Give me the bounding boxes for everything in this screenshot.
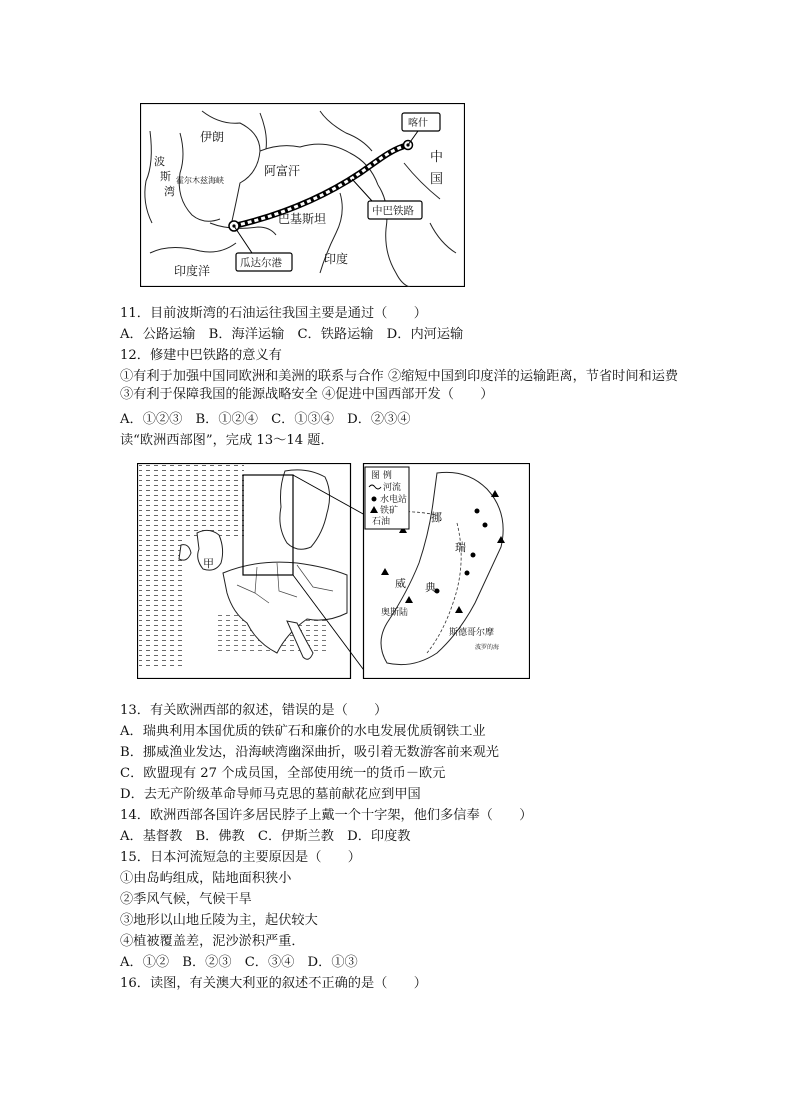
q14-stem: 14．欧洲西部各国许多居民脖子上戴一个十字架，他们多信奉（ ） — [120, 808, 533, 823]
label-pakistan: 巴基斯坦 — [278, 212, 327, 226]
q15-statement-2: ②季风气候，气候干旱 — [120, 892, 252, 907]
legend-hydro: 水电站 — [380, 495, 408, 505]
legend-river: 河流 — [383, 483, 402, 493]
label-gulf-3: 湾 — [164, 185, 175, 198]
china-pakistan-railway-map — [140, 103, 465, 287]
legend-iron: 铁矿 — [380, 506, 399, 516]
label-gulf-1: 波 — [154, 155, 165, 168]
q11-options: A．公路运输 B．海洋运输 C．铁路运输 D．内河运输 — [120, 327, 464, 342]
q16-stem: 16．读图，有关澳大利亚的叙述不正确的是（ ） — [120, 976, 427, 991]
q13-option-d: D．去无产阶级革命导师马克思的墓前献花应到甲国 — [120, 787, 421, 802]
q11-stem: 11．目前波斯湾的石油运往我国主要是通过（ ） — [120, 306, 427, 321]
q12-statements: ①有利于加强中国同欧洲和美洲的联系与合作 ②缩短中国到印度洋的运输距离，节省时间和运费 ③有利于保障我国的能源战略安全 ④促进中国西部开发（ ） — [120, 369, 679, 402]
q13-option-c: C．欧盟现有 27 个成员国，全部使用统一的货币－欧元 — [120, 766, 446, 781]
q15-options: A．①② B．②③ C．③④ D．①③ — [120, 955, 358, 970]
label-railway: 中巴铁路 — [372, 205, 414, 217]
q13-option-a: A．瑞典利用本国优质的铁矿石和廉价的水电发展优质钢铁工业 — [120, 724, 486, 739]
legend-title: 图 例 — [371, 471, 392, 481]
label-china-2: 国 — [430, 172, 444, 187]
q14-options: A．基督教 B．佛教 C．伊斯兰教 D．印度教 — [120, 829, 411, 844]
label-sweden-1: 瑞 — [455, 541, 466, 554]
label-indian-ocean: 印度洋 — [174, 264, 211, 278]
q13-option-b: B．挪威渔业发达，沿海峡湾幽深曲折，吸引着无数游客前来观光 — [120, 745, 499, 760]
label-iran: 伊朗 — [200, 130, 225, 144]
label-gwadar: 瓜达尔港 — [240, 257, 282, 269]
label-oslo: 奥斯陆 — [381, 608, 409, 618]
legend-oil: 石油 — [372, 517, 391, 527]
q12-options: A．①②③ B．①②④ C．①③④ D．②③④ — [120, 412, 411, 427]
label-kashgar: 喀什 — [408, 118, 428, 129]
label-gulf-2: 斯 — [160, 170, 171, 183]
label-norway-1: 挪 — [431, 511, 442, 524]
q15-statement-1: ①由岛屿组成，陆地面积狭小 — [120, 871, 292, 886]
label-sweden-2: 典 — [425, 581, 436, 594]
q13-stem: 13．有关欧洲西部的叙述，错误的是（ ） — [120, 703, 388, 718]
q12-stem: 12．修建中巴铁路的意义有 — [120, 348, 282, 363]
western-europe-map — [137, 463, 530, 679]
label-hormuz: 霍尔木兹海峡 — [176, 176, 224, 185]
q15-statement-4: ④植被覆盖差，泥沙淤积严重． — [120, 934, 305, 949]
label-baltic: 波罗的海 — [475, 644, 500, 651]
label-jia: 甲 — [203, 557, 214, 570]
q15-statement-3: ③地形以山地丘陵为主，起伏较大 — [120, 913, 318, 928]
label-stockholm: 斯德哥尔摩 — [449, 628, 495, 638]
label-afghanistan: 阿富汗 — [264, 164, 301, 178]
label-india: 印度 — [324, 252, 349, 266]
q15-stem: 15．日本河流短急的主要原因是（ ） — [120, 850, 361, 865]
label-norway-2: 威 — [395, 577, 406, 590]
reading-prompt: 读“欧洲西部图”，完成 13～14 题． — [120, 433, 334, 448]
label-china-1: 中 — [430, 150, 444, 165]
